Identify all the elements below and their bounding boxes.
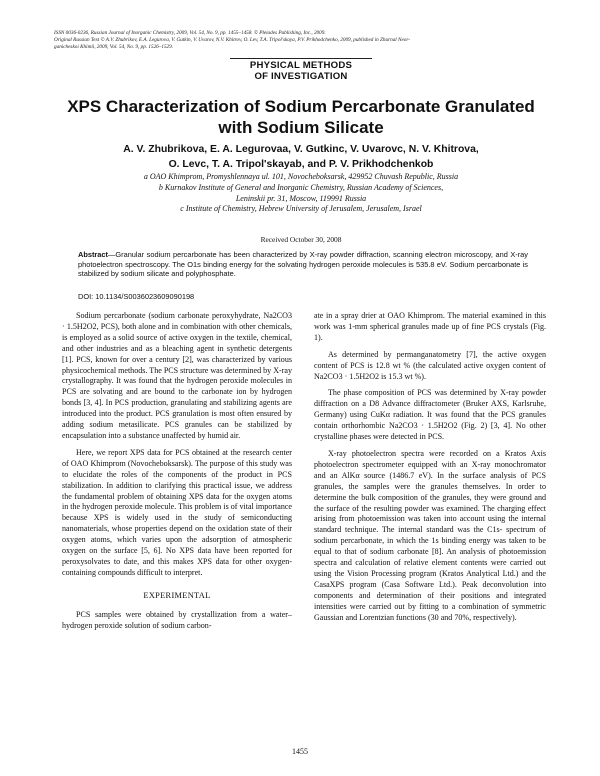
paragraph: PCS samples were obtained by crystallization from a water–hydrogen peroxide solution of sodium carbon- — [62, 609, 292, 630]
title-line-1: XPS Characterization of Sodium Percarbonate Granulated — [67, 97, 535, 116]
section-rule — [230, 58, 372, 59]
page-number: 1455 — [292, 747, 308, 756]
abstract-text: —Granular sodium percarbonate has been characterized by X-ray powder diffraction, scanning electron microscopy, and X-ray photoelectron spectroscopy. The O1s binding energy for the solvating hydrogen peroxide molecules is 535.8 eV. Sodium percarbonate is stabilized by sodium silicate and polyphosphate. — [78, 250, 528, 279]
doi: DOI: 10.1134/S0036023609090198 — [78, 292, 195, 301]
section-line-1: PHYSICAL METHODS — [249, 60, 353, 71]
right-column — [314, 311, 546, 623]
section-heading-experimental: EXPERIMENTAL — [143, 590, 211, 600]
affiliation-a: a OAO Khimprom, Promyshlennaya ul. 101, Novocheboksarsk, 429952 Chuvash Republic, Russia — [143, 172, 459, 181]
affiliations — [70, 172, 532, 215]
journal-header — [54, 30, 554, 52]
author-list — [70, 142, 532, 172]
left-column — [62, 311, 292, 631]
received-date: Received October 30, 2008 — [260, 235, 342, 244]
affiliation-c: c Institute of Chemistry, Hebrew University of Jerusalem, Jerusalem, Israel — [180, 204, 422, 214]
header-line-3: ganicheskoi Khimii, 2009, Vol. 54, No. 9, pp. 1526–1529. — [54, 44, 174, 51]
affiliation-b-1: b Kurnakov Institute of General and Inorganic Chemistry, Russian Academy of Sciences, — [158, 182, 444, 192]
authors-line-2: O. Levc, T. A. Tripol'skayab, and P. V. Prikhodchenkob — [168, 159, 434, 170]
abstract-label: Abstract — [78, 250, 108, 259]
title-line-2: with Sodium Silicate — [218, 118, 384, 137]
paragraph: X-ray photoelectron spectra were recorded on a Kratos Axis photoelectron spectrometer equipped with an X-ray monochromator and an AlKα source (1486.7 eV). In the surface analysis of PCS granules, the samples were the granules themselves. In order to determine the bulk composition of the granules, they were ground and the surface of the resulting powder was examined. The charging effect arising from photoemission was taken into account using the internal standard technique. The internal standard was the C1s- spectrum of sodium percarbonate, in which the 1s binding energy was taken to be equal to that of sodium carbonate [8]. An analysis of photoemission spectra and calculation of relative element contents were carried out using the Vision Processing program (Kratos Analytical Ltd.) and the CasaXPS program (Casa Software Ltd.). Peak deconvolution into components and determination of their positions and integrated intensities were carried out by fitting to a combination of symmetric Gaussian and Lorentzian functions (30 and 70%, respectively). — [314, 448, 546, 622]
paragraph: ate in a spray drier at OAO Khimprom. The material examined in this work was 1-mm spherical granules made up of fine PCS crystals (Fig. 1). — [314, 311, 546, 342]
affiliation-b-2: Leninskii pr. 31, Moscow, 119991 Russia — [235, 193, 367, 203]
authors-line-1: A. V. Zhubrikova, E. A. Legurovaa, V. Gutkinc, V. Uvarovc, N. V. Khitrova, — [123, 144, 479, 155]
header-line-2: Original Russian Text © A.V. Zhubrikov, E.A. Legurova, V. Gutkin, V. Uvarov, N.V. Khitrov, O. Lev, T.A. Tripol'skaya, P.V. Prikhodchenko, 2009, published in Zhurnal Neor- — [54, 37, 411, 44]
header-line-1: ISSN 0036-0236, Russian Journal of Inorganic Chemistry, 2009, Vol. 54, No. 9, pp. 1455–1458. © Pleiades Publishing, Inc., 2009. — [54, 30, 326, 36]
section-title — [210, 60, 392, 82]
paragraph: Sodium percarbonate (sodium carbonate peroxyhydrate, Na2CO3 · 1.5H2O2, PCS), both alone and in combination with other chemicals, is employed as a solid source of active oxygen in the textile, chemical, and other industries and as a bleaching agent in synthetic detergents [1]. PCS, known for over a century [2], was characterized by various physicochemical methods. The PCS structure was determined by X-ray crystallography. It was found that the hydrogen peroxide molecules in PCS are solvating and are bound to the carbonate ion by hydrogen bonds [3, 4]. In PCS production, granulating and stabilizing agents are introduced into the product. PCS granulation is most often ensured by adding sodium metasilicate. PCS granules can be stabilized by encapsulation into a substance unaffected by humid air. — [62, 311, 292, 440]
paragraph: Here, we report XPS data for PCS obtained at the research center of OAO Khimprom (Novocheboksarsk). The purpose of this study was to elucidate the roles of the components of the product in PCS stabilization. In addition to clarifying this practical issue, we address the fundamental problem of obtaining XPS data for the oxygen atoms in the hydrogen peroxide molecule. This problem is of vital importance because XPS is widely used in the study of semiconducting nanomaterials, whose properties depend on the oxidation state of their oxygen atoms, which varies upon the adsorption of atmospheric oxygen on the surface [5, 6]. No XPS data have been reported for peroxysolvates to date, and this makes XPS data for other oxygen-containing compounds difficult to interpret. — [62, 447, 292, 577]
paragraph: The phase composition of PCS was determined by X-ray powder diffraction on a D8 Advance diffractometer (Bruker AXS, Karlsruhe, Germany) using CuKα radiation. It was found that the PCS granules contain orthorhombic Na2CO3 · 1.5H2O2 (Fig. 2) [3, 4]. No other crystalline phases were detected in PCS. — [314, 388, 546, 442]
paragraph: As determined by permanganatometry [7], the active oxygen content of PCS is 12.8 wt % (the calculated active oxygen content of Na2CO3 · 1.5H2O2 is 15.3 wt %). — [314, 349, 546, 381]
article-title — [60, 96, 542, 138]
section-line-2: OF INVESTIGATION — [254, 71, 348, 82]
abstract — [78, 250, 528, 279]
